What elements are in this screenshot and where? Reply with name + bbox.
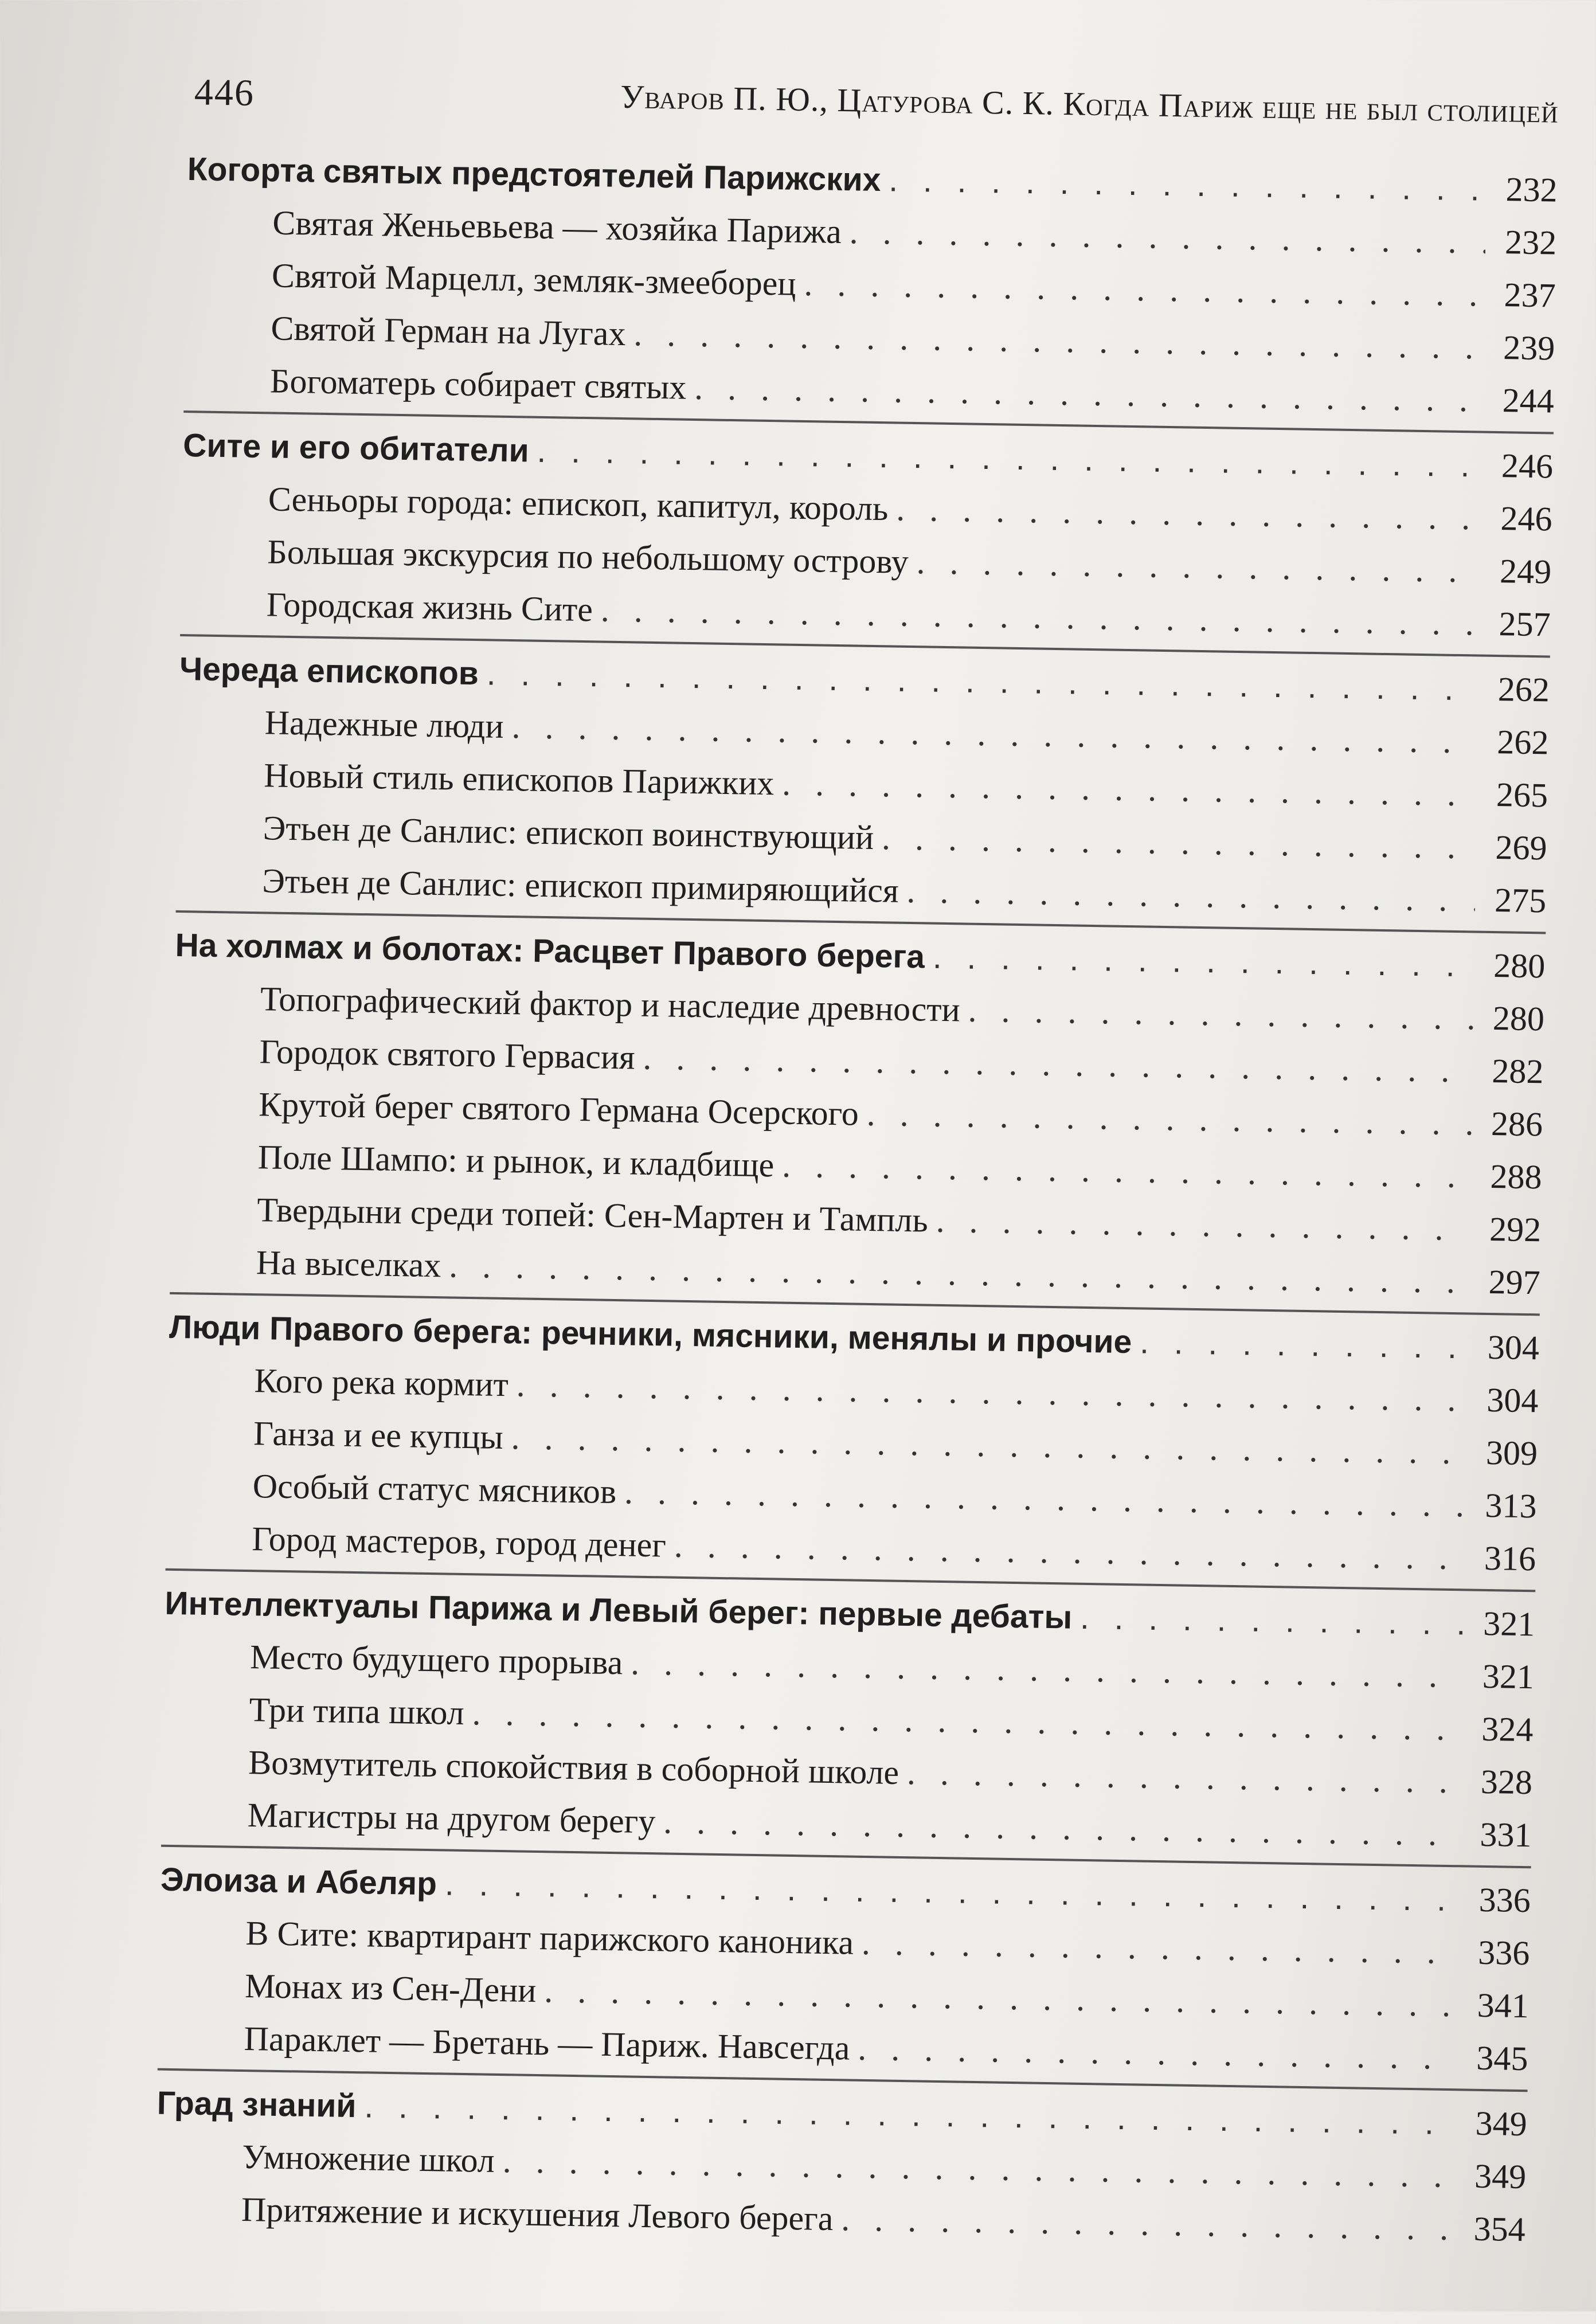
dot-leader [881, 811, 1476, 873]
dot-leader [932, 931, 1474, 992]
dot-leader [866, 1087, 1472, 1150]
dot-leader [936, 1194, 1470, 1255]
toc-entry-page: 262 [1496, 723, 1549, 762]
toc-entry-title: Град знаний [157, 2084, 357, 2125]
toc-entry-page: 232 [1505, 170, 1558, 209]
toc-entry-title: Люди Правого берега: речники, мясники, менялы и прочие [169, 1308, 1132, 1361]
toc-entry-page: 239 [1503, 328, 1555, 367]
toc-entry-page: 336 [1478, 1880, 1531, 1920]
toc-entry-page: 341 [1477, 1986, 1530, 2025]
toc-entry-title: Притяжение и искушения Левого берега [241, 2190, 834, 2238]
toc-entry-title: Надежные люди [264, 703, 504, 745]
toc-entry-page: 349 [1475, 2104, 1528, 2143]
toc-entry-title: Ганза и ее купцы [253, 1414, 504, 1456]
toc-entry-page: 249 [1499, 552, 1552, 591]
toc-entry-page: 280 [1492, 999, 1545, 1038]
toc-entry-title: Магистры на другом берегу [247, 1796, 656, 1841]
toc-entry-title: Место будущего прорыва [249, 1638, 623, 1682]
toc-entry-page: 280 [1493, 946, 1546, 985]
dot-leader [1079, 1591, 1464, 1650]
toc-entry-page: 304 [1486, 1380, 1539, 1420]
toc-entry-title: Параклет — Бретань — Париж. Навсегда [244, 2020, 851, 2067]
toc-entry-title: Монах из Сен-Дени [244, 1967, 537, 2010]
toc-entry-title: Святой Марцелл, земляк-змееборец [271, 256, 797, 303]
toc-entry-page: 237 [1504, 276, 1556, 315]
toc-entry-page: 354 [1473, 2209, 1526, 2249]
dot-leader [1140, 1316, 1469, 1374]
dot-leader [906, 864, 1476, 926]
toc-entry-title: Этьен де Санлис: епископ воинствующий [263, 809, 874, 857]
toc-entry-page: 257 [1499, 605, 1551, 644]
toc-entry-title: Кого река кормит [254, 1361, 509, 1404]
toc-entry-page: 321 [1482, 1604, 1535, 1644]
toc-entry-title: Большая экскурсия по небольшому острову [267, 533, 909, 581]
toc-entry-title: Интеллектуалы Парижа и Левый берег: первые дебаты [165, 1584, 1073, 1636]
toc-entry-title: Городская жизнь Сите [266, 585, 593, 629]
toc-entry-page: 328 [1480, 1762, 1533, 1802]
toc-entry-title: На выселках [256, 1243, 441, 1285]
toc-entry-title: Святой Герман на Лугах [271, 309, 627, 353]
toc-entry-page: 275 [1494, 881, 1547, 920]
toc-entry-title: Топографический фактор и наследие древности [260, 980, 961, 1029]
dot-leader [841, 2192, 1455, 2255]
toc-entry-title: Возмутитель спокойствия в соборной школе [248, 1743, 899, 1791]
table-of-contents [155, 142, 1558, 2256]
toc-entry-title: Три типа школ [249, 1691, 465, 1732]
toc-entry-page: 304 [1487, 1328, 1540, 1367]
toc-entry-page: 265 [1496, 776, 1548, 815]
toc-entry-title: Этьен де Санлис: епископ примиряющийся [261, 862, 899, 910]
toc-entry-title: Город мастеров, город денег [251, 1520, 667, 1564]
running-head: Уваров П. Ю., Цатурова С. К. Когда Париж еще не был столицей [620, 77, 1559, 130]
dot-leader [968, 984, 1474, 1044]
toc-entry-title: Святая Женьевьева — хозяйка Парижа [272, 204, 842, 251]
toc-entry-title: В Сите: квартирант парижского каноника [245, 1914, 854, 1962]
toc-entry-page: 324 [1481, 1709, 1534, 1749]
toc-entry-page: 313 [1485, 1486, 1538, 1525]
dot-leader [896, 483, 1482, 545]
toc-entry-page: 262 [1497, 670, 1550, 709]
toc-entry-title: Череда епископов [179, 650, 479, 692]
toc-entry-title: Поле Шампо: и рынок, и кладбище [257, 1138, 774, 1184]
toc-entry-title: На холмах и болотах: Расцвет Правого берега [175, 926, 925, 976]
dot-leader [849, 205, 1486, 268]
toc-entry-page: 246 [1500, 499, 1553, 538]
dot-leader [858, 2022, 1457, 2084]
dot-leader [861, 1916, 1459, 1978]
toc-entry-page: 336 [1477, 1933, 1530, 1973]
toc-entry-title: Городок святого Гервасия [259, 1032, 636, 1077]
toc-entry-page: 292 [1489, 1210, 1542, 1249]
toc-entry-page: 309 [1485, 1433, 1538, 1473]
toc-entry-title: Сеньоры города: епископ, капитул, король [268, 480, 889, 528]
toc-entry-page: 232 [1504, 223, 1557, 262]
dot-leader [889, 154, 1487, 216]
toc-entry-page: 282 [1491, 1051, 1544, 1091]
toc-entry-page: 246 [1501, 447, 1554, 486]
toc-entry-page: 288 [1490, 1157, 1543, 1196]
page-number: 446 [194, 71, 255, 114]
toc-entry-page: 349 [1474, 2157, 1527, 2196]
toc-entry-title: Элоиза и Абеляр [160, 1861, 437, 1903]
dot-leader [916, 535, 1481, 597]
page-header [194, 71, 1559, 155]
toc-entry-title: Богоматерь собирает святых [269, 362, 687, 406]
toc-entry-title: Твердыни среди топей: Сен-Мартен и Тампль [256, 1191, 929, 1239]
toc-entry-page: 269 [1495, 828, 1548, 867]
toc-entry-page: 316 [1484, 1539, 1536, 1578]
toc-entry-page: 297 [1488, 1262, 1541, 1302]
toc-entry-page: 244 [1502, 381, 1555, 420]
toc-entry-title: Новый стиль епископов Парижких [263, 756, 774, 803]
toc-entry-page: 331 [1480, 1815, 1532, 1854]
toc-entry-title: Умножение школ [241, 2137, 495, 2180]
toc-entry-page: 321 [1482, 1657, 1535, 1696]
toc-entry-title: Крутой берег святого Германа Осерского [258, 1085, 859, 1133]
toc-entry-title: Особый статус мясников [252, 1467, 617, 1511]
toc-entry-page: 286 [1491, 1104, 1543, 1144]
toc-entry-title: Когорта святых предстоятелей Парижских [187, 151, 881, 199]
toc-entry-page: 345 [1476, 2039, 1528, 2078]
toc-entry-title: Сите и его обитатели [182, 427, 530, 470]
dot-leader [906, 1746, 1461, 1807]
